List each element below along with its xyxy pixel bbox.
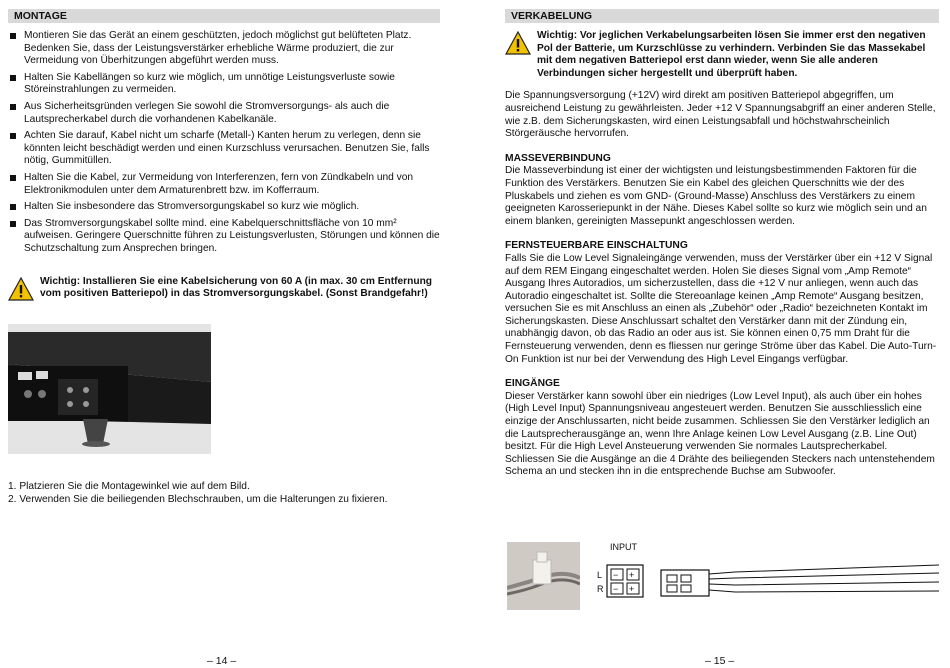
warning-text: Wichtig: Vor jeglichen Verkabelungsarbeiten lösen Sie immer erst den negativen Pol der Batterie, um Kurzschlüsse zu verhindern. Verbinden Sie das Massekabel mit dem negativen Batteriepol erst dann wieder, wenn Sie alle anderen Verbindungen sicher hergestellt und überprüft haben.	[537, 30, 926, 79]
section-heading-montage: MONTAGE	[8, 9, 440, 23]
list-item: Achten Sie darauf, Kabel nicht um scharfe (Metall-) Kanten herum zu verlegen, denn sie könnten leicht beschädigt werden und einen Kurzschluss verursachen. Benutzen Sie, falls nötig, Gummitüllen.	[8, 130, 440, 168]
fuse-warning	[8, 276, 440, 301]
warning-icon	[505, 31, 531, 55]
page-number-left: – 14 –	[207, 655, 237, 667]
minus-sign: −	[613, 584, 619, 594]
list-item: Das Stromversorgungskabel sollte mind. eine Kabelquerschnittsfläche von 10 mm² aufweisen. Geringere Querschnitte führen zu Leistungsverlusten, Störungen und können die Schutzschaltung zum Ansprechen bringen.	[8, 218, 440, 256]
warning-text: Wichtig: Installieren Sie eine Kabelsicherung von 60 A (in max. 30 cm Entfernung vom positiven Batteriepol) in das Stromversorgungskabel. (Sonst Brandgefahr!)	[40, 275, 433, 300]
list-item: Halten Sie Kabellängen so kurz wie möglich, um unnötige Leistungsverluste sowie Störeinstrahlungen zu vermeiden.	[8, 72, 440, 97]
subheading-masseverbindung: MASSEVERBINDUNG	[505, 152, 611, 164]
page-number-right: – 15 –	[705, 655, 735, 667]
input-connector-diagram	[505, 535, 939, 615]
left-channel-label: L	[597, 570, 603, 580]
list-item: Halten Sie insbesondere das Stromversorgungskabel so kurz wie möglich.	[8, 201, 440, 214]
square-bullet-icon	[10, 133, 16, 139]
subheading-fernsteuerbare-einschaltung: FERNSTEUERBARE EINSCHALTUNG	[505, 240, 688, 252]
minus-sign: −	[613, 570, 619, 580]
connector-photo	[507, 542, 580, 610]
amplifier-illustration	[8, 324, 211, 454]
section-heading-verkabelung: VERKABELUNG	[505, 9, 939, 23]
intro-paragraph: Die Spannungsversorgung (+12V) wird direkt am positiven Batteriepol abgegriffen, um ausreichend Leistung zu gewährleisten. Jeder +12 V Spannungsabgriff an einer anderen Stelle, wie z.B. dem Sicherungskasten, wird einen Leistungsabfall und höchstwahrscheinlich Störgeräusche hervorrufen.	[505, 90, 936, 140]
step-1: 1. Platzieren Sie die Montagewinkel wie auf dem Bild.	[8, 480, 250, 492]
right-channel-label: R	[597, 584, 604, 594]
list-item: Montieren Sie das Gerät an einem geschützten, jedoch möglichst gut belüfteten Platz. Bedenken Sie, dass der Leistungsverstärker erhebliche Wärme produziert, die zur Vermeidung von Überhitzungen abgeführt werden muss.	[8, 30, 440, 68]
warning-icon	[8, 277, 34, 301]
square-bullet-icon	[10, 104, 16, 110]
mounting-steps	[8, 481, 440, 507]
square-bullet-icon	[10, 221, 16, 227]
connector-schematic	[585, 535, 939, 615]
plus-sign: +	[629, 570, 635, 580]
amplifier-mounting-photo	[8, 324, 211, 454]
paragraph-masseverbindung: Die Masseverbindung ist einer der wichtigsten und leistungsbestimmenden Faktoren für die Funktion des Verstärkers. Benutzen Sie ein Kabel des gleichen Querschnitts wie der des Pluskabels und ziehen es vom GND- (Ground-Masse) Anschluss des Verstärkers zu einem geeigneten Karosseriepunkt in der Nähe. Dieses Kabel sollte so kurz wie möglich sein und an einem blanken, gereinigten Massepunkt angeschlossen werden.	[505, 165, 927, 227]
square-bullet-icon	[10, 75, 16, 81]
list-item: Halten Sie die Kabel, zur Vermeidung von Interferenzen, fern von Zündkabeln und von Elektronikmodulen unter dem Armaturenbrett bzw. im Kofferraum.	[8, 172, 440, 197]
paragraph-eingaenge: Dieser Verstärker kann sowohl über ein niedriges (Low Level Input), als auch über ein hohes (High Level Input) Spannungsniveau angesteuert werden. Benutzen Sie ausschliesslich eine einzige der Anschlussarten, nicht beide zusammen. Schliessen Sie den Verstärker lediglich an die Lautsprecherausgänge an, wenn Ihre Anlage keinen Low Level Ausgang (z.B. Line Out) besitzt. Für die High Level Ansteuerung verwenden Sie normales Lautsprecherkabel. Schliessen Sie die Ausgänge an die 4 Drähte des beiliegenden Steckers nach untenstehendem Schema an und stecken ihn in die entsprechende Buchse am Subwoofer.	[505, 390, 935, 478]
battery-warning	[505, 30, 939, 80]
plus-sign: +	[629, 584, 635, 594]
left-page	[8, 0, 440, 668]
paragraph-fernsteuerbare-einschaltung: Falls Sie die Low Level Signaleingänge verwenden, muss der Verstärker über ein +12 V Signal auf dem REM Eingang eingeschaltet werden. Holen Sie dieses Signal vom „Amp Remote“ Ausgang Ihres Autoradios, um sicherzustellen, dass die +12 V nur anliegen, wenn auch das Autoradio eingeschaltet ist. Sollte die Stereoanlage keinen „Amp Remote“ Ausgang besitzen, versuchen Sie es mit Anschluss an einen als „Zubehör“ oder „Radio“ bezeichneten Kontakt im Sicherungskasten. Diese Anschlussart schaltet den Verstärker dann mit der Zündung ein, unabhängig davon, ob das Radio an oder aus ist. Sie können einen 0,75 mm Draht für die Fernsteuerung verwenden, denn es fliessen nur geringe Ströme über das Kabel. Die Auto-Turn-On Funktion ist nur bei der Verwendung des High Level Eingangs verfügbar.	[505, 252, 937, 365]
subheading-eingaenge: EINGÄNGE	[505, 378, 560, 390]
input-label: INPUT	[610, 542, 637, 552]
square-bullet-icon	[10, 204, 16, 210]
montage-bullet-list	[8, 30, 440, 256]
right-page	[505, 0, 939, 668]
step-2: 2. Verwenden Sie die beiliegenden Blechschrauben, um die Halterungen zu fixieren.	[8, 494, 388, 506]
square-bullet-icon	[10, 33, 16, 39]
list-item: Aus Sicherheitsgründen verlegen Sie sowohl die Stromversorgungs- als auch die Lautsprecherkabel durch die vorhandenen Kabelkanäle.	[8, 101, 440, 126]
square-bullet-icon	[10, 175, 16, 181]
